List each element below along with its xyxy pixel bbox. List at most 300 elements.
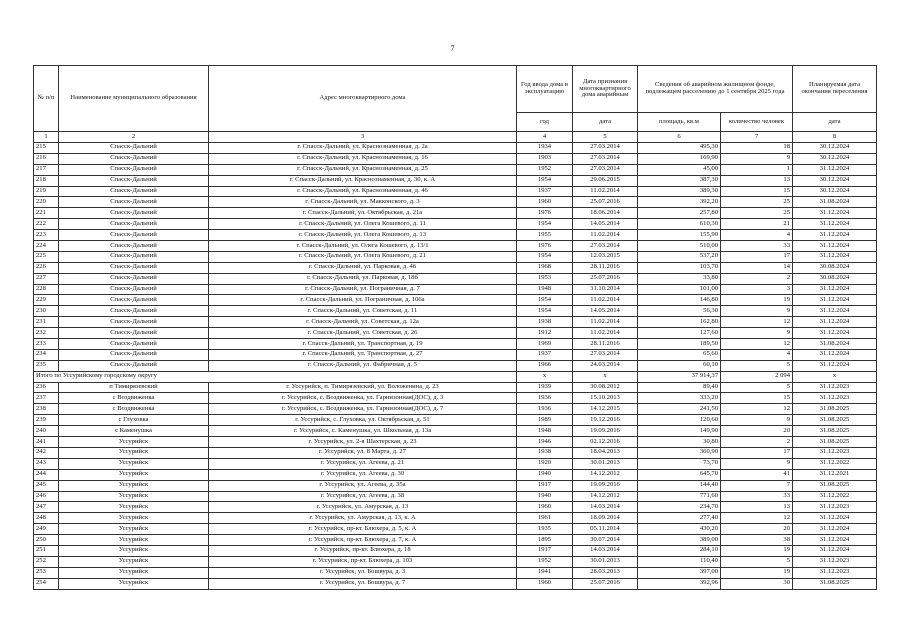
address-cell: г. Спасск-Дальний, ул. Советская, д. 26 bbox=[209, 328, 517, 339]
municipality-cell: Спасск-Дальний bbox=[59, 339, 209, 350]
address-cell: г. Уссурийск, с. Воздвиженка, ул. Гарнизонная(ДОС), д. 7 bbox=[209, 404, 517, 415]
table-total-section bbox=[34, 371, 877, 382]
people-count-cell: 18 bbox=[721, 143, 793, 154]
area-cell: 56,30 bbox=[638, 306, 721, 317]
recognition-date-cell: 30.01.2013 bbox=[573, 556, 638, 567]
plan-date-cell: 31.12.2024 bbox=[793, 208, 877, 219]
municipality-cell: Спасск-Дальний bbox=[59, 186, 209, 197]
table-row bbox=[34, 415, 877, 426]
column-number: 8 bbox=[793, 132, 877, 143]
recognition-date-cell: 11.02.2014 bbox=[573, 317, 638, 328]
area-cell: 110,40 bbox=[638, 556, 721, 567]
address-cell: г. Спасск-Дальний, ул. Краснознаменная, д. 30, к. А bbox=[209, 175, 517, 186]
municipality-cell: Спасск-Дальний bbox=[59, 164, 209, 175]
table-row bbox=[34, 251, 877, 262]
row-number: 230 bbox=[34, 306, 59, 317]
people-count-cell: 9 bbox=[721, 415, 793, 426]
plan-date-cell: 31.08.2025 bbox=[793, 437, 877, 448]
header-fund-info: Сведения об аварийном жилищном фонде, подлежащем расселению до 1 сентября 2025 года bbox=[638, 66, 793, 113]
recognition-date-cell: 19.09.2016 bbox=[573, 426, 638, 437]
table-row bbox=[34, 393, 877, 404]
municipality-cell: п Тимирязевский bbox=[59, 382, 209, 393]
area-cell: 73,70 bbox=[638, 458, 721, 469]
municipality-cell: Уссурийск bbox=[59, 578, 209, 589]
address-cell: г. Уссурийск, пр-кт. Блюхера, д. 7, к. А bbox=[209, 535, 517, 546]
area-cell: 387,30 bbox=[638, 175, 721, 186]
plan-date-cell: 30.12.2024 bbox=[793, 153, 877, 164]
address-cell: г. Уссурийск, пр-кт. Блюхера, д. 5, к. А bbox=[209, 524, 517, 535]
column-number: 6 bbox=[638, 132, 721, 143]
subheader-people: количество человек bbox=[721, 113, 793, 132]
total-row bbox=[34, 371, 877, 382]
area-cell: 149,90 bbox=[638, 426, 721, 437]
recognition-date-cell: 11.02.2014 bbox=[573, 230, 638, 241]
recognition-date-cell: 12.03.2015 bbox=[573, 251, 638, 262]
area-cell: 610,30 bbox=[638, 219, 721, 230]
municipality-cell: с Каменушка bbox=[59, 426, 209, 437]
people-count-cell: 12 bbox=[721, 317, 793, 328]
municipality-cell: Спасск-Дальний bbox=[59, 208, 209, 219]
year-cell: 1938 bbox=[517, 317, 573, 328]
table-row bbox=[34, 578, 877, 589]
recognition-date-cell: 31.10.2014 bbox=[573, 284, 638, 295]
subheader-date: дата bbox=[573, 113, 638, 132]
municipality-cell: Уссурийск bbox=[59, 502, 209, 513]
row-number: 227 bbox=[34, 273, 59, 284]
row-number: 222 bbox=[34, 219, 59, 230]
recognition-date-cell: 27.03.2014 bbox=[573, 349, 638, 360]
municipality-cell: Уссурийск bbox=[59, 524, 209, 535]
recognition-date-cell: 27.03.2014 bbox=[573, 153, 638, 164]
plan-date-cell: 31.12.2024 bbox=[793, 524, 877, 535]
table-row bbox=[34, 447, 877, 458]
area-cell: 120,60 bbox=[638, 415, 721, 426]
area-cell: 645,70 bbox=[638, 469, 721, 480]
row-number: 220 bbox=[34, 197, 59, 208]
total-people: 2 094 bbox=[721, 371, 793, 382]
table-row bbox=[34, 567, 877, 578]
row-number: 247 bbox=[34, 502, 59, 513]
table-row bbox=[34, 349, 877, 360]
people-count-cell: 2 bbox=[721, 437, 793, 448]
plan-date-cell: 30.12.2024 bbox=[793, 143, 877, 154]
people-count-cell: 17 bbox=[721, 447, 793, 458]
table-row bbox=[34, 339, 877, 350]
plan-date-cell: 31.12.2023 bbox=[793, 502, 877, 513]
row-number: 219 bbox=[34, 186, 59, 197]
area-cell: 510,00 bbox=[638, 241, 721, 252]
people-count-cell: 9 bbox=[721, 458, 793, 469]
table-row bbox=[34, 230, 877, 241]
address-cell: г. Уссурийск, ул. 2-я Шахтерская, д. 23 bbox=[209, 437, 517, 448]
people-count-cell: 15 bbox=[721, 393, 793, 404]
people-count-cell: 12 bbox=[721, 513, 793, 524]
year-cell: 1895 bbox=[517, 535, 573, 546]
table-row bbox=[34, 328, 877, 339]
recognition-date-cell: 25.07.2016 bbox=[573, 578, 638, 589]
year-cell: 1953 bbox=[517, 273, 573, 284]
row-number: 237 bbox=[34, 393, 59, 404]
address-cell: г. Уссурийск, ул. 8 Марта, д. 27 bbox=[209, 447, 517, 458]
municipality-cell: Спасск-Дальний bbox=[59, 241, 209, 252]
year-cell: 1954 bbox=[517, 306, 573, 317]
year-cell: 1976 bbox=[517, 208, 573, 219]
plan-date-cell: 31.12.2024 bbox=[793, 360, 877, 371]
address-cell: г. Уссурийск, ул. Амурская, д. 13 bbox=[209, 502, 517, 513]
recognition-date-cell: 14.05.2014 bbox=[573, 306, 638, 317]
plan-date-cell: 30.12.2024 bbox=[793, 186, 877, 197]
address-cell: г. Спасск-Дальний, ул. Парковая, д. 46 bbox=[209, 262, 517, 273]
area-cell: 360,90 bbox=[638, 447, 721, 458]
plan-date-cell: 31.08.2024 bbox=[793, 197, 877, 208]
row-number: 218 bbox=[34, 175, 59, 186]
plan-date-cell: 31.08.2025 bbox=[793, 426, 877, 437]
plan-date-cell: 31.08.2025 bbox=[793, 404, 877, 415]
total-date: x bbox=[573, 371, 638, 382]
row-number: 244 bbox=[34, 469, 59, 480]
year-cell: 1948 bbox=[517, 426, 573, 437]
table-row bbox=[34, 535, 877, 546]
row-number: 223 bbox=[34, 230, 59, 241]
header-municipality: Наименование муниципального образования bbox=[59, 66, 209, 132]
people-count-cell: 38 bbox=[721, 535, 793, 546]
recognition-date-cell: 18.04.2013 bbox=[573, 447, 638, 458]
column-number: 7 bbox=[721, 132, 793, 143]
area-cell: 389,30 bbox=[638, 186, 721, 197]
municipality-cell: Уссурийск bbox=[59, 567, 209, 578]
table-row bbox=[34, 437, 877, 448]
table-row bbox=[34, 219, 877, 230]
year-cell: 1903 bbox=[517, 153, 573, 164]
recognition-date-cell: 27.03.2014 bbox=[573, 241, 638, 252]
people-count-cell: 21 bbox=[721, 219, 793, 230]
municipality-cell: Уссурийск bbox=[59, 437, 209, 448]
people-count-cell: 12 bbox=[721, 339, 793, 350]
recognition-date-cell: 14.12.2012 bbox=[573, 469, 638, 480]
municipality-cell: Уссурийск bbox=[59, 556, 209, 567]
recognition-date-cell: 14.12.2012 bbox=[573, 491, 638, 502]
municipality-cell: Спасск-Дальний bbox=[59, 262, 209, 273]
plan-date-cell: 31.12.2021 bbox=[793, 469, 877, 480]
table-row bbox=[34, 197, 877, 208]
plan-date-cell: 31.12.2024 bbox=[793, 164, 877, 175]
recognition-date-cell: 19.09.2016 bbox=[573, 480, 638, 491]
municipality-cell: Спасск-Дальний bbox=[59, 251, 209, 262]
people-count-cell: 15 bbox=[721, 186, 793, 197]
area-cell: 333,20 bbox=[638, 393, 721, 404]
table-body-spassk bbox=[34, 143, 877, 372]
address-cell: г. Уссурийск, ул. Агеева, д. 21 bbox=[209, 458, 517, 469]
people-count-cell: 7 bbox=[721, 480, 793, 491]
people-count-cell: 19 bbox=[721, 567, 793, 578]
row-number: 232 bbox=[34, 328, 59, 339]
area-cell: 89,40 bbox=[638, 382, 721, 393]
total-year: x bbox=[517, 371, 573, 382]
row-number: 229 bbox=[34, 295, 59, 306]
table-row bbox=[34, 164, 877, 175]
area-cell: 65,60 bbox=[638, 349, 721, 360]
people-count-cell: 41 bbox=[721, 469, 793, 480]
people-count-cell: 2 bbox=[721, 273, 793, 284]
area-cell: 257,80 bbox=[638, 208, 721, 219]
address-cell: г. Спасск-Дальний, ул. Краснознаменная, д. 25 bbox=[209, 164, 517, 175]
table-row bbox=[34, 458, 877, 469]
address-cell: г. Спасск-Дальний, ул. Краснознаменная, д. 2а bbox=[209, 143, 517, 154]
column-number: 2 bbox=[59, 132, 209, 143]
address-cell: г. Спасск-Дальний, ул. Пограничная, д. 106а bbox=[209, 295, 517, 306]
table-row bbox=[34, 262, 877, 273]
year-cell: 1960 bbox=[517, 502, 573, 513]
municipality-cell: Уссурийск bbox=[59, 447, 209, 458]
area-cell: 397,00 bbox=[638, 567, 721, 578]
municipality-cell: Уссурийск bbox=[59, 469, 209, 480]
year-cell: 1940 bbox=[517, 491, 573, 502]
municipality-cell: с Воздвиженка bbox=[59, 404, 209, 415]
area-cell: 60,10 bbox=[638, 360, 721, 371]
year-cell: 1954 bbox=[517, 175, 573, 186]
column-number: 1 bbox=[34, 132, 59, 143]
address-cell: г. Спасск-Дальний, ул. Макконского, д. 3 bbox=[209, 197, 517, 208]
municipality-cell: Уссурийск bbox=[59, 545, 209, 556]
area-cell: 392,96 bbox=[638, 578, 721, 589]
area-cell: 430,20 bbox=[638, 524, 721, 535]
recognition-date-cell: 25.07.2016 bbox=[573, 273, 638, 284]
area-cell: 146,80 bbox=[638, 295, 721, 306]
row-number: 238 bbox=[34, 404, 59, 415]
address-cell: г. Спасск-Дальний, ул. Олега Кошевого, д. 21 bbox=[209, 251, 517, 262]
row-number: 215 bbox=[34, 143, 59, 154]
year-cell: 1946 bbox=[517, 437, 573, 448]
recognition-date-cell: 27.03.2014 bbox=[573, 164, 638, 175]
plan-date-cell: 31.12.2023 bbox=[793, 567, 877, 578]
people-count-cell: 9 bbox=[721, 306, 793, 317]
recognition-date-cell: 14.05.2014 bbox=[573, 219, 638, 230]
municipality-cell: Спасск-Дальний bbox=[59, 153, 209, 164]
table-row bbox=[34, 480, 877, 491]
people-count-cell: 5 bbox=[721, 556, 793, 567]
plan-date-cell: 31.12.2024 bbox=[793, 251, 877, 262]
address-cell: г. Спасск-Дальний, ул. Парковая, д. 18б bbox=[209, 273, 517, 284]
row-number: 241 bbox=[34, 437, 59, 448]
table-row bbox=[34, 284, 877, 295]
table-row bbox=[34, 382, 877, 393]
subheader-plan-date: дата bbox=[793, 113, 877, 132]
address-cell: г. Уссурийск, ул. Агеева, д. 30 bbox=[209, 469, 517, 480]
plan-date-cell: 30.12.2024 bbox=[793, 175, 877, 186]
people-count-cell: 4 bbox=[721, 349, 793, 360]
address-cell: г. Уссурийск, с. Глуховка, ул. Октябрьская, д. 51 bbox=[209, 415, 517, 426]
plan-date-cell: 31.12.2023 bbox=[793, 447, 877, 458]
address-cell: г. Уссурийск, ул. Агеева, д. 35а bbox=[209, 480, 517, 491]
year-cell: 1937 bbox=[517, 349, 573, 360]
table-row bbox=[34, 426, 877, 437]
recognition-date-cell: 11.02.2014 bbox=[573, 328, 638, 339]
row-number: 252 bbox=[34, 556, 59, 567]
plan-date-cell: 31.12.2024 bbox=[793, 545, 877, 556]
address-cell: г. Уссурийск, ул. Агеева, д. 38 bbox=[209, 491, 517, 502]
page-number: 7 bbox=[450, 44, 455, 53]
row-number: 231 bbox=[34, 317, 59, 328]
recognition-date-cell: 28.11.2016 bbox=[573, 339, 638, 350]
row-number: 233 bbox=[34, 339, 59, 350]
area-cell: 144,40 bbox=[638, 480, 721, 491]
table-row bbox=[34, 208, 877, 219]
municipality-cell: Спасск-Дальний bbox=[59, 230, 209, 241]
table-row bbox=[34, 524, 877, 535]
year-cell: 1912 bbox=[517, 328, 573, 339]
year-cell: 1939 bbox=[517, 382, 573, 393]
year-cell: 1920 bbox=[517, 458, 573, 469]
people-count-cell: 20 bbox=[721, 426, 793, 437]
municipality-cell: Спасск-Дальний bbox=[59, 197, 209, 208]
recognition-date-cell: 05.11.2014 bbox=[573, 524, 638, 535]
recognition-date-cell: 29.06.2015 bbox=[573, 175, 638, 186]
row-number: 225 bbox=[34, 251, 59, 262]
column-number: 4 bbox=[517, 132, 573, 143]
people-count-cell: 17 bbox=[721, 251, 793, 262]
address-cell: г. Спасск-Дальний, ул. Краснознаменная, д. 16 bbox=[209, 153, 517, 164]
municipality-cell: Спасск-Дальний bbox=[59, 349, 209, 360]
address-cell: г. Уссурийск, ул. Амурская, д. 13, к. А bbox=[209, 513, 517, 524]
area-cell: 771,60 bbox=[638, 491, 721, 502]
address-cell: г. Уссурийск, ул. Бошвура, д. 3 bbox=[209, 567, 517, 578]
people-count-cell: 33 bbox=[721, 241, 793, 252]
address-cell: г. Спасск-Дальний, ул. Транспортная, д. 19 bbox=[209, 339, 517, 350]
plan-date-cell: 31.12.2024 bbox=[793, 535, 877, 546]
plan-date-cell: 31.12.2024 bbox=[793, 317, 877, 328]
header-address: Адрес многоквартирного дома bbox=[209, 66, 517, 132]
table-row bbox=[34, 556, 877, 567]
table-header bbox=[34, 66, 877, 143]
address-cell: г. Спасск-Дальний, ул. Олега Кошевого, д. 11 bbox=[209, 219, 517, 230]
municipality-cell: Спасск-Дальний bbox=[59, 295, 209, 306]
plan-date-cell: 31.12.2024 bbox=[793, 219, 877, 230]
plan-date-cell: 31.12.2024 bbox=[793, 328, 877, 339]
year-cell: 1966 bbox=[517, 360, 573, 371]
municipality-cell: Спасск-Дальний bbox=[59, 317, 209, 328]
address-cell: г. Уссурийск, пр-кт. Блюхера, д. 103 bbox=[209, 556, 517, 567]
people-count-cell: 20 bbox=[721, 524, 793, 535]
table-row bbox=[34, 153, 877, 164]
municipality-cell: Спасск-Дальний bbox=[59, 360, 209, 371]
municipality-cell: Спасск-Дальний bbox=[59, 328, 209, 339]
row-number: 234 bbox=[34, 349, 59, 360]
table-row bbox=[34, 545, 877, 556]
plan-date-cell: 31.12.2024 bbox=[793, 241, 877, 252]
plan-date-cell: 31.08.2025 bbox=[793, 415, 877, 426]
plan-date-cell: 31.08.2025 bbox=[793, 480, 877, 491]
area-cell: 241,50 bbox=[638, 404, 721, 415]
plan-date-cell: 31.12.2024 bbox=[793, 306, 877, 317]
area-cell: 30,80 bbox=[638, 437, 721, 448]
table-row bbox=[34, 273, 877, 284]
table-row bbox=[34, 404, 877, 415]
recognition-date-cell: 11.02.2014 bbox=[573, 186, 638, 197]
header-num: № п/п bbox=[34, 66, 59, 132]
column-number: 5 bbox=[573, 132, 638, 143]
row-number: 216 bbox=[34, 153, 59, 164]
row-number: 217 bbox=[34, 164, 59, 175]
people-count-cell: 30 bbox=[721, 578, 793, 589]
row-number: 235 bbox=[34, 360, 59, 371]
row-number: 245 bbox=[34, 480, 59, 491]
people-count-cell: 19 bbox=[721, 545, 793, 556]
table-row bbox=[34, 360, 877, 371]
address-cell: г. Спасск-Дальний, ул. Краснознаменная, д. 46 bbox=[209, 186, 517, 197]
municipality-cell: Уссурийск bbox=[59, 480, 209, 491]
plan-date-cell: 31.12.2023 bbox=[793, 382, 877, 393]
year-cell: 1960 bbox=[517, 197, 573, 208]
year-cell: 1961 bbox=[517, 513, 573, 524]
recognition-date-cell: 30.08.2012 bbox=[573, 382, 638, 393]
row-number: 246 bbox=[34, 491, 59, 502]
total-area: 37 914,37 bbox=[638, 371, 721, 382]
plan-date-cell: 31.08.2025 bbox=[793, 578, 877, 589]
area-cell: 103,70 bbox=[638, 262, 721, 273]
plan-date-cell: 31.12.2022 bbox=[793, 458, 877, 469]
table-row bbox=[34, 186, 877, 197]
year-cell: 1960 bbox=[517, 578, 573, 589]
area-cell: 33,80 bbox=[638, 273, 721, 284]
year-cell: 1955 bbox=[517, 230, 573, 241]
year-cell: 1935 bbox=[517, 524, 573, 535]
subheader-area: площадь, кв.м bbox=[638, 113, 721, 132]
area-cell: 45,00 bbox=[638, 164, 721, 175]
municipality-cell: Спасск-Дальний bbox=[59, 175, 209, 186]
municipality-cell: Спасск-Дальний bbox=[59, 273, 209, 284]
plan-date-cell: 31.12.2024 bbox=[793, 349, 877, 360]
plan-date-cell: 31.12.2022 bbox=[793, 491, 877, 502]
recognition-date-cell: 18.09.2014 bbox=[573, 513, 638, 524]
municipality-cell: Спасск-Дальний bbox=[59, 306, 209, 317]
area-cell: 101,00 bbox=[638, 284, 721, 295]
address-cell: г. Уссурийск, пр-кт. Блюхера, д. 18 bbox=[209, 545, 517, 556]
people-count-cell: 5 bbox=[721, 382, 793, 393]
plan-date-cell: 30.08.2024 bbox=[793, 273, 877, 284]
address-cell: г. Уссурийск, п. Тимирязевский, ул. Воложенина, д. 23 bbox=[209, 382, 517, 393]
people-count-cell: 13 bbox=[721, 502, 793, 513]
row-number: 251 bbox=[34, 545, 59, 556]
subheader-year: год bbox=[517, 113, 573, 132]
area-cell: 284,10 bbox=[638, 545, 721, 556]
address-cell: г. Уссурийск, с. Воздвиженка, ул. Гарнизонная(ДОС), д. 3 bbox=[209, 393, 517, 404]
area-cell: 169,90 bbox=[638, 153, 721, 164]
row-number: 228 bbox=[34, 284, 59, 295]
plan-date-cell: 31.12.2023 bbox=[793, 556, 877, 567]
area-cell: 389,00 bbox=[638, 535, 721, 546]
area-cell: 127,60 bbox=[638, 328, 721, 339]
recognition-date-cell: 18.06.2014 bbox=[573, 208, 638, 219]
area-cell: 277,40 bbox=[638, 513, 721, 524]
municipality-cell: с Глуховка bbox=[59, 415, 209, 426]
year-cell: 1941 bbox=[517, 567, 573, 578]
people-count-cell: 9 bbox=[721, 153, 793, 164]
row-number: 236 bbox=[34, 382, 59, 393]
row-number: 224 bbox=[34, 241, 59, 252]
recognition-date-cell: 11.02.2014 bbox=[573, 295, 638, 306]
row-number: 254 bbox=[34, 578, 59, 589]
municipality-cell: Уссурийск bbox=[59, 491, 209, 502]
year-cell: 1954 bbox=[517, 219, 573, 230]
people-count-cell: 33 bbox=[721, 491, 793, 502]
area-cell: 162,80 bbox=[638, 317, 721, 328]
municipality-cell: Спасск-Дальний bbox=[59, 219, 209, 230]
row-number: 242 bbox=[34, 447, 59, 458]
recognition-date-cell: 28.11.2016 bbox=[573, 262, 638, 273]
municipality-cell: с Воздвиженка bbox=[59, 393, 209, 404]
area-cell: 234,70 bbox=[638, 502, 721, 513]
column-number: 3 bbox=[209, 132, 517, 143]
